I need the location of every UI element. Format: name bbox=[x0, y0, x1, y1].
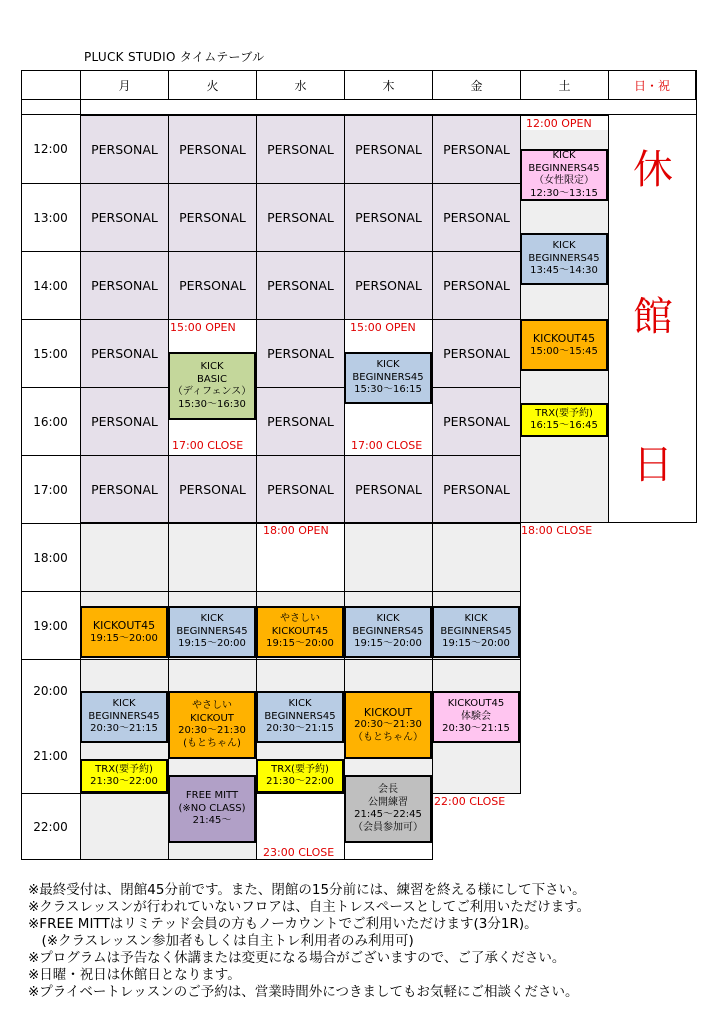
personal-slot: PERSONAL bbox=[344, 455, 433, 523]
empty-slot bbox=[344, 523, 433, 592]
class-sat-kick-beginners-women[interactable] bbox=[520, 149, 608, 201]
day-header-sat: 土 bbox=[520, 71, 608, 99]
class-line: KICK bbox=[464, 613, 488, 625]
class-sat-trx[interactable] bbox=[520, 403, 608, 437]
personal-slot: PERSONAL bbox=[344, 115, 433, 184]
class-line: 13:45～14:30 bbox=[530, 265, 598, 277]
class-line: FREE MITT bbox=[185, 790, 239, 802]
class-mon-kickout45[interactable] bbox=[80, 606, 168, 658]
note-line: (※クラスレッスン参加者もしくは自主トレ利用者のみ利用可) bbox=[28, 933, 414, 949]
class-line: 19:15～20:00 bbox=[178, 638, 246, 650]
class-tue-free-mitt[interactable] bbox=[168, 775, 256, 843]
personal-slot: PERSONAL bbox=[256, 387, 345, 456]
empty-slot bbox=[168, 523, 257, 592]
personal-slot: PERSONAL bbox=[168, 115, 257, 184]
personal-slot: PERSONAL bbox=[432, 251, 521, 320]
class-thu-kickout[interactable] bbox=[344, 691, 432, 759]
thu-open-marker: 15:00 OPEN bbox=[350, 321, 416, 334]
class-tue-kick-basic[interactable] bbox=[168, 352, 256, 420]
personal-slot: PERSONAL bbox=[80, 387, 169, 456]
class-line: TRX(要予約) bbox=[95, 763, 153, 775]
class-line: 21:45～ bbox=[192, 815, 232, 827]
class-tue-yasashii-kickout[interactable] bbox=[168, 691, 256, 759]
class-line: 19:15～20:00 bbox=[90, 632, 158, 644]
class-thu-kick-beginners-evening[interactable] bbox=[344, 606, 432, 658]
note-line: ※プライベートレッスンのご予約は、営業時間外につきましてもお気軽にご相談ください。 bbox=[28, 984, 579, 1000]
personal-slot: PERSONAL bbox=[80, 115, 169, 184]
empty-slot bbox=[80, 793, 169, 860]
class-line: BEGINNERS45 bbox=[264, 710, 336, 722]
personal-slot: PERSONAL bbox=[432, 455, 521, 523]
time-label: 14:00 bbox=[21, 251, 80, 319]
time-label: 17:00 bbox=[21, 455, 80, 523]
wed-open-marker: 18:00 OPEN bbox=[263, 524, 329, 537]
closed-char-2: 館 bbox=[633, 294, 673, 340]
class-line: KICK bbox=[200, 613, 224, 625]
class-line: BEGINNERS45 bbox=[440, 625, 512, 637]
day-header-mon: 月 bbox=[80, 71, 168, 99]
time-label: 13:00 bbox=[21, 183, 80, 251]
class-line: やさしい bbox=[280, 613, 320, 625]
class-line: やさしい bbox=[192, 700, 232, 711]
class-line: KICK bbox=[552, 150, 576, 161]
class-thu-kaicho-open-practice[interactable] bbox=[344, 775, 432, 843]
day-header-fri: 金 bbox=[432, 71, 520, 99]
class-line: 15:00～15:45 bbox=[530, 345, 598, 357]
note-line: ※最終受付は、閉館45分前です。また、閉館の15分前には、練習を終える様にして下さい。 bbox=[28, 882, 586, 898]
class-line: (もとちゃん) bbox=[183, 737, 241, 749]
class-line: 19:15～20:00 bbox=[354, 638, 422, 650]
personal-slot: PERSONAL bbox=[344, 251, 433, 320]
personal-slot: PERSONAL bbox=[80, 251, 169, 320]
class-line: 21:30～22:00 bbox=[266, 776, 334, 787]
class-sat-kick-beginners[interactable] bbox=[520, 233, 608, 285]
class-sat-kickout45[interactable] bbox=[520, 319, 608, 371]
personal-slot: PERSONAL bbox=[168, 183, 257, 252]
day-header-wed: 水 bbox=[256, 71, 344, 99]
note-line: ※プログラムは予告なく休講または変更になる場合がございますので、ご了承ください。 bbox=[28, 950, 566, 966]
personal-slot: PERSONAL bbox=[432, 387, 521, 456]
time-label: 22:00 bbox=[21, 793, 80, 860]
class-line: KICKOUT45 bbox=[92, 618, 156, 632]
class-line: KICKOUT bbox=[190, 712, 234, 724]
tue-close-marker: 17:00 CLOSE bbox=[172, 439, 244, 452]
class-line: （女性限定） bbox=[534, 175, 594, 186]
class-line: BEGINNERS45 bbox=[352, 625, 424, 637]
class-line: TRX(要予約) bbox=[271, 763, 329, 775]
page-title: PLUCK STUDIO タイムテーブル bbox=[84, 50, 265, 64]
class-line: 20:30～21:15 bbox=[266, 723, 334, 735]
empty-slot bbox=[80, 523, 169, 592]
personal-slot: PERSONAL bbox=[80, 319, 169, 388]
time-label: 15:00 bbox=[21, 319, 80, 387]
class-line: （ディフェンス） bbox=[172, 386, 252, 397]
day-header-sun: 日・祝 bbox=[608, 71, 696, 99]
day-header-thu: 木 bbox=[344, 71, 432, 99]
class-line: KICK bbox=[376, 359, 400, 371]
tue-open-marker: 15:00 OPEN bbox=[170, 321, 236, 334]
class-mon-trx[interactable] bbox=[80, 759, 168, 793]
class-line: BEGINNERS45 bbox=[528, 252, 600, 264]
note-line: ※クラスレッスンが行われていないフロアは、自主トレスペースとしてご利用いただけます。 bbox=[28, 899, 591, 915]
personal-slot: PERSONAL bbox=[256, 115, 345, 184]
class-tue-kick-beginners[interactable] bbox=[168, 606, 256, 658]
time-label: 21:00 bbox=[33, 749, 68, 763]
time-label: 19:00 bbox=[21, 591, 80, 659]
class-line: （もとちゃん） bbox=[353, 731, 423, 743]
personal-slot: PERSONAL bbox=[432, 183, 521, 252]
thu-close-marker: 17:00 CLOSE bbox=[351, 439, 423, 452]
class-line: KICK bbox=[200, 361, 224, 372]
class-line: 12:30～13:15 bbox=[530, 187, 598, 199]
class-line: 公開練習 bbox=[368, 796, 408, 808]
class-line: TRX(要予約) bbox=[535, 407, 593, 419]
class-line: BASIC bbox=[197, 373, 227, 385]
class-wed-trx[interactable] bbox=[256, 759, 344, 793]
class-line: 19:15～20:00 bbox=[442, 638, 510, 650]
time-label: 18:00 bbox=[21, 523, 80, 591]
personal-slot: PERSONAL bbox=[256, 455, 345, 523]
personal-slot: PERSONAL bbox=[432, 115, 521, 184]
class-thu-kick-beginners[interactable] bbox=[344, 352, 432, 404]
class-line: KICK bbox=[112, 698, 136, 710]
personal-slot: PERSONAL bbox=[80, 455, 169, 523]
class-fri-kick-beginners[interactable] bbox=[432, 606, 520, 658]
class-line: KICKOUT45 bbox=[271, 625, 329, 637]
class-line: KICKOUT bbox=[363, 705, 413, 719]
class-line: 21:30～22:00 bbox=[90, 776, 158, 787]
class-line: 会長 bbox=[378, 784, 398, 795]
class-fri-kickout45-trial[interactable] bbox=[432, 691, 520, 743]
personal-slot: PERSONAL bbox=[256, 319, 345, 388]
class-line: 20:30～21:15 bbox=[90, 723, 158, 735]
empty-slot bbox=[432, 523, 521, 592]
class-line: 20:30～21:30 bbox=[178, 725, 246, 736]
class-line: KICK bbox=[376, 613, 400, 625]
class-line: BEGINNERS45 bbox=[176, 625, 248, 637]
class-line: 体験会 bbox=[461, 710, 491, 722]
header-bottom-line bbox=[21, 99, 697, 115]
class-mon-kick-beginners[interactable] bbox=[80, 691, 168, 743]
personal-slot: PERSONAL bbox=[256, 183, 345, 252]
class-line: KICKOUT45 bbox=[447, 698, 505, 710]
wed-close-marker: 23:00 CLOSE bbox=[263, 846, 335, 859]
day-header-tue: 火 bbox=[168, 71, 256, 99]
class-line: 16:15～16:45 bbox=[530, 420, 598, 431]
class-line: KICKOUT45 bbox=[532, 331, 596, 345]
class-line: KICK bbox=[552, 240, 576, 252]
time-label: 16:00 bbox=[21, 387, 80, 455]
personal-slot: PERSONAL bbox=[168, 251, 257, 320]
class-line: BEGINNERS45 bbox=[352, 371, 424, 383]
class-line: KICK bbox=[288, 698, 312, 710]
note-line: ※FREE MITTはリミテッド会員の方もノーカウントでご利用いただけます(3分1R)。 bbox=[28, 916, 538, 932]
class-wed-kick-beginners[interactable] bbox=[256, 691, 344, 743]
class-line: 20:30～21:15 bbox=[442, 723, 510, 735]
sat-open-marker: 12:00 OPEN bbox=[526, 117, 592, 130]
time-label: 12:00 bbox=[33, 142, 68, 156]
personal-slot: PERSONAL bbox=[344, 183, 433, 252]
class-line: 20:30～21:30 bbox=[354, 719, 422, 731]
personal-slot: PERSONAL bbox=[168, 455, 257, 523]
class-line: 21:45～22:45 bbox=[354, 809, 422, 820]
fri-close-marker: 22:00 CLOSE bbox=[434, 795, 506, 808]
personal-slot: PERSONAL bbox=[80, 183, 169, 252]
note-line: ※日曜・祝日は休館日となります。 bbox=[28, 967, 241, 983]
class-wed-yasashii-kickout45[interactable] bbox=[256, 606, 344, 658]
class-line: 15:30～16:15 bbox=[354, 384, 422, 396]
sat-close-marker: 18:00 CLOSE bbox=[521, 524, 593, 537]
closed-char-3: 日 bbox=[633, 442, 673, 488]
class-line: BEGINNERS45 bbox=[528, 162, 600, 174]
class-line: BEGINNERS45 bbox=[88, 710, 160, 722]
class-line: 19:15～20:00 bbox=[266, 638, 334, 650]
personal-slot: PERSONAL bbox=[432, 319, 521, 388]
class-line: 15:30～16:30 bbox=[178, 398, 246, 410]
class-line: (※NO CLASS) bbox=[178, 802, 246, 814]
class-line: （会員参加可） bbox=[353, 821, 423, 833]
personal-slot: PERSONAL bbox=[256, 251, 345, 320]
time-label: 20:00 bbox=[21, 659, 80, 727]
closed-char-1: 休 bbox=[633, 147, 673, 193]
